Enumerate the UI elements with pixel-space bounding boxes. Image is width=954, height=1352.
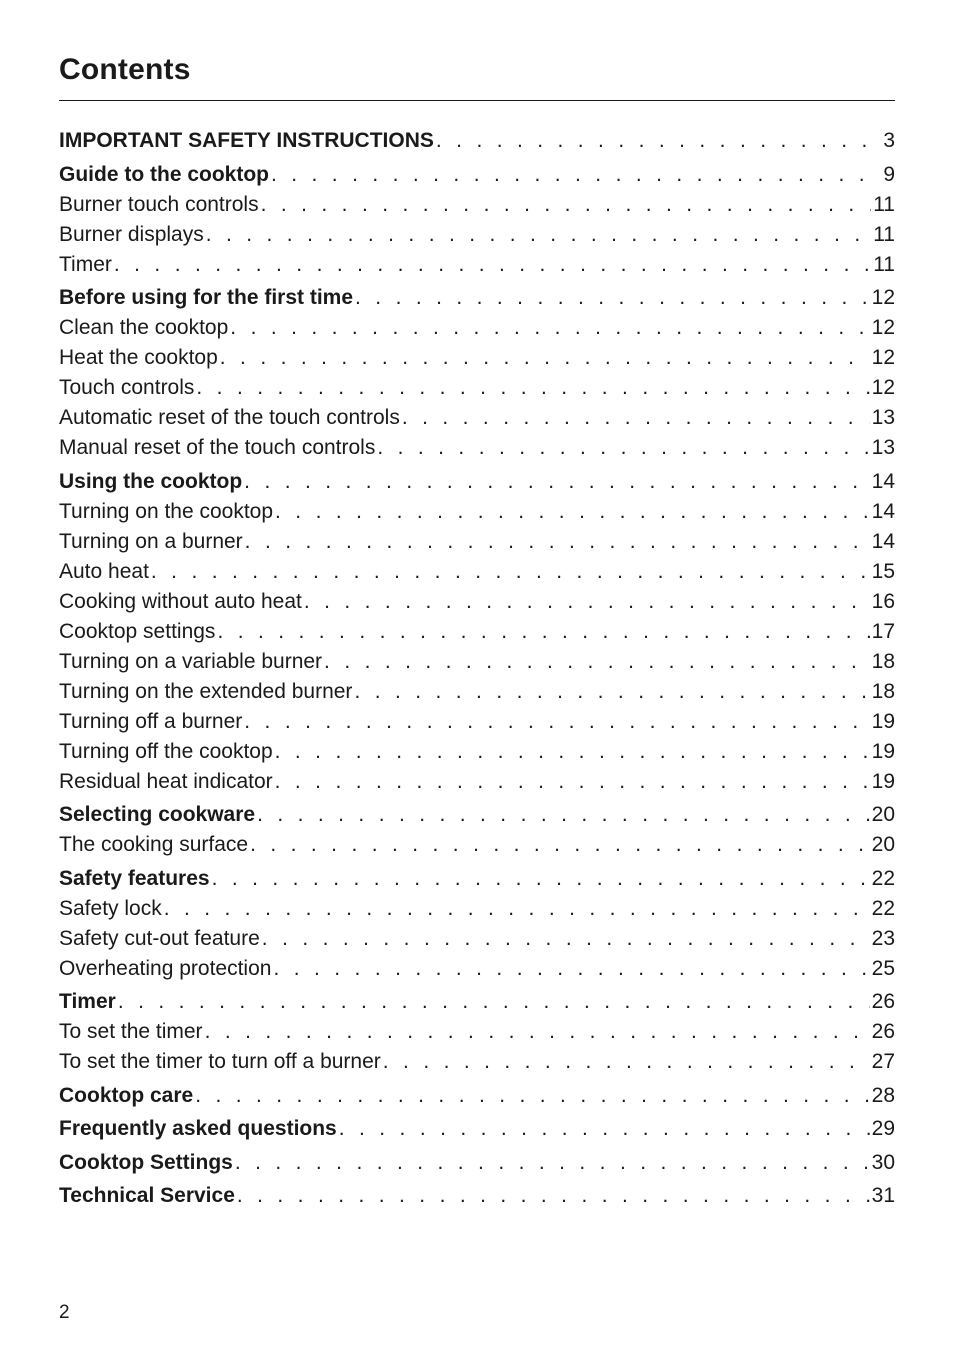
toc-entry[interactable]: [59, 954, 895, 984]
toc-dot-leader: [235, 1148, 870, 1178]
toc-dot-leader: [402, 403, 870, 433]
toc-entry-label: Burner displays: [59, 222, 204, 246]
toc-dot-leader: [354, 677, 869, 707]
toc-dot-leader: [275, 737, 870, 767]
toc-entry-page: 12: [871, 316, 895, 339]
toc-dot-leader: [237, 1181, 870, 1211]
toc-entry-label: Timer: [59, 252, 112, 276]
toc-dot-leader: [212, 864, 870, 894]
toc-entry-label: Safety features: [59, 866, 210, 890]
toc-entry-label: Turning on the cooktop: [59, 499, 274, 523]
toc-entry[interactable]: [59, 1017, 895, 1047]
toc-entry-label: The cooking surface: [59, 833, 249, 856]
toc-entry-page: 28: [871, 1083, 895, 1107]
toc-entry-page: 11: [873, 252, 895, 276]
toc-section-entry[interactable]: [59, 864, 895, 894]
toc-section-entry[interactable]: [59, 800, 895, 830]
toc-entry-label: To set the timer to turn off a burner: [59, 1050, 381, 1073]
toc-entry[interactable]: [59, 737, 895, 767]
toc-entry-page: 17: [871, 619, 895, 643]
page-number: 2: [59, 1302, 70, 1323]
toc-entry[interactable]: [59, 924, 895, 954]
toc-entry-label: Cooking without auto heat: [59, 589, 302, 613]
toc-entry-page: 20: [871, 833, 895, 856]
toc-dot-leader: [257, 800, 870, 830]
toc-dot-leader: [261, 190, 872, 220]
toc-entry-label: Timer: [59, 990, 116, 1013]
toc-entry-page: 16: [871, 589, 895, 613]
toc-entry[interactable]: [59, 894, 895, 924]
toc-entry[interactable]: [59, 343, 895, 373]
toc-entry-label: Guide to the cooktop: [59, 162, 269, 186]
toc-entry-page: 11: [873, 192, 895, 216]
toc-entry[interactable]: [59, 617, 895, 647]
toc-dot-leader: [355, 283, 870, 313]
toc-entry-page: 11: [873, 222, 895, 246]
toc-dot-leader: [206, 220, 871, 250]
toc-dot-leader: [244, 467, 869, 497]
table-of-contents: [59, 126, 895, 1211]
toc-entry-label: Burner touch controls: [59, 192, 259, 216]
toc-entry-label: To set the timer: [59, 1020, 203, 1043]
toc-dot-leader: [118, 987, 870, 1017]
toc-entry-page: 29: [871, 1117, 895, 1140]
toc-entry-label: Safety cut-out feature: [59, 926, 260, 950]
toc-entry-label: Technical Service: [59, 1184, 235, 1207]
toc-entry-label: Manual reset of the touch controls: [59, 436, 376, 459]
toc-section-entry[interactable]: [59, 1114, 895, 1144]
toc-entry-label: Cooktop care: [59, 1083, 194, 1107]
toc-section-entry[interactable]: [59, 126, 895, 156]
toc-dot-leader: [436, 126, 881, 156]
toc-dot-leader: [244, 707, 869, 737]
toc-entry-label: Before using for the first time: [59, 286, 354, 309]
toc-section-entry[interactable]: [59, 987, 895, 1017]
toc-entry-label: IMPORTANT SAFETY INSTRUCTIONS: [59, 129, 434, 152]
toc-dot-leader: [275, 497, 870, 527]
toc-entry-page: 15: [871, 559, 895, 583]
toc-section-entry[interactable]: [59, 1081, 895, 1111]
toc-dot-leader: [250, 830, 870, 860]
toc-entry-page: 13: [871, 436, 895, 459]
toc-entry-page: 12: [871, 376, 895, 399]
toc-entry-label: Turning off a burner: [59, 709, 243, 733]
toc-entry[interactable]: [59, 830, 895, 860]
toc-entry-label: Selecting cookware: [59, 803, 256, 826]
toc-dot-leader: [271, 160, 881, 190]
toc-dot-leader: [273, 954, 869, 984]
toc-entry[interactable]: [59, 373, 895, 403]
toc-dot-leader: [220, 343, 870, 373]
toc-entry[interactable]: [59, 220, 895, 250]
toc-entry-page: 22: [871, 896, 895, 920]
toc-entry-label: Automatic reset of the touch controls: [59, 406, 400, 429]
toc-entry[interactable]: [59, 527, 895, 557]
toc-entry-page: 25: [871, 956, 895, 980]
toc-entry[interactable]: [59, 707, 895, 737]
toc-entry[interactable]: [59, 647, 895, 677]
toc-entry[interactable]: [59, 677, 895, 707]
toc-section-entry[interactable]: [59, 160, 895, 190]
toc-dot-leader: [164, 894, 870, 924]
toc-entry[interactable]: [59, 433, 895, 463]
toc-dot-leader: [339, 1114, 870, 1144]
toc-entry-label: Safety lock: [59, 896, 162, 920]
toc-dot-leader: [304, 587, 870, 617]
toc-dot-leader: [151, 557, 870, 587]
toc-entry[interactable]: [59, 313, 895, 343]
toc-entry-page: 30: [871, 1150, 895, 1174]
toc-entry-page: 14: [871, 529, 895, 553]
toc-entry-label: Turning on a burner: [59, 529, 243, 553]
toc-dot-leader: [217, 617, 869, 647]
toc-dot-leader: [383, 1047, 870, 1077]
toc-entry-label: Auto heat: [59, 559, 149, 583]
toc-section-entry[interactable]: [59, 1148, 895, 1178]
toc-entry[interactable]: [59, 190, 895, 220]
toc-entry-page: 26: [871, 1020, 895, 1043]
toc-entry[interactable]: [59, 1047, 895, 1077]
toc-entry-page: 9: [883, 162, 895, 186]
toc-dot-leader: [205, 1017, 870, 1047]
toc-entry-label: Heat the cooktop: [59, 346, 218, 369]
toc-entry-label: Turning off the cooktop: [59, 739, 273, 763]
toc-entry-page: 27: [871, 1050, 895, 1073]
toc-entry[interactable]: [59, 767, 895, 797]
toc-entry-label: Frequently asked questions: [59, 1117, 337, 1140]
toc-entry-page: 12: [871, 346, 895, 369]
toc-entry-page: 3: [883, 129, 895, 152]
toc-entry[interactable]: [59, 497, 895, 527]
toc-entry-page: 20: [871, 803, 895, 826]
toc-entry-page: 18: [871, 679, 895, 703]
toc-entry-label: Overheating protection: [59, 956, 272, 980]
toc-entry-label: Residual heat indicator: [59, 769, 273, 793]
toc-entry-page: 12: [871, 286, 895, 309]
toc-entry-page: 13: [871, 406, 895, 429]
toc-entry[interactable]: [59, 557, 895, 587]
toc-entry-label: Cooktop Settings: [59, 1150, 233, 1174]
toc-entry-page: 14: [871, 499, 895, 523]
toc-entry[interactable]: [59, 250, 895, 280]
toc-dot-leader: [114, 250, 871, 280]
toc-section-entry[interactable]: [59, 283, 895, 313]
toc-section-entry[interactable]: [59, 1181, 895, 1211]
toc-entry[interactable]: [59, 587, 895, 617]
toc-dot-leader: [324, 647, 870, 677]
toc-dot-leader: [377, 433, 869, 463]
toc-section-entry[interactable]: [59, 467, 895, 497]
toc-entry[interactable]: [59, 403, 895, 433]
toc-entry-page: 26: [871, 990, 895, 1013]
toc-entry-page: 18: [871, 649, 895, 673]
toc-entry-page: 19: [871, 769, 895, 793]
toc-entry-label: Turning on a variable burner: [59, 649, 323, 673]
toc-entry-label: Touch controls: [59, 376, 195, 399]
toc-entry-page: 22: [871, 866, 895, 890]
toc-dot-leader: [195, 1081, 869, 1111]
toc-dot-leader: [196, 373, 869, 403]
title-divider: [59, 100, 895, 101]
toc-entry-label: Turning on the extended burner: [59, 679, 353, 703]
toc-entry-label: Cooktop settings: [59, 619, 216, 643]
page-title: Contents: [59, 53, 191, 86]
toc-entry-page: 23: [871, 926, 895, 950]
toc-entry-label: Using the cooktop: [59, 469, 243, 493]
toc-dot-leader: [230, 313, 869, 343]
toc-dot-leader: [262, 924, 870, 954]
toc-dot-leader: [245, 527, 870, 557]
toc-entry-page: 19: [871, 709, 895, 733]
toc-dot-leader: [275, 767, 870, 797]
toc-entry-page: 14: [871, 469, 895, 493]
toc-entry-label: Clean the cooktop: [59, 316, 229, 339]
toc-entry-page: 31: [871, 1184, 895, 1207]
toc-entry-page: 19: [871, 739, 895, 763]
